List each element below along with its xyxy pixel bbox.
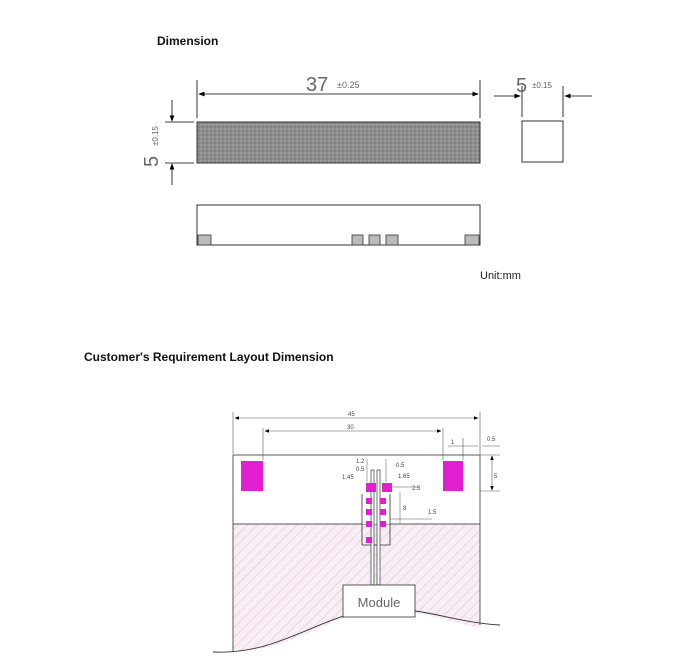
solder-pad: [352, 235, 363, 245]
dim-05a: 0.5: [356, 467, 365, 473]
dim-5: 5: [494, 474, 498, 480]
solder-pad: [386, 235, 398, 245]
layout-pad: [382, 483, 392, 492]
layout-title: Customer's Requirement Layout Dimension: [84, 350, 334, 364]
dim-165: 1.65: [398, 474, 410, 480]
layout-pad: [366, 509, 372, 515]
dim-1: 1: [451, 440, 455, 446]
dim-1-2: 1.2: [356, 459, 365, 465]
dim-15: 1.5: [428, 510, 437, 516]
dimension-title: Dimension: [157, 34, 219, 48]
width-value: 5: [516, 75, 528, 97]
height-dimension: [141, 100, 194, 185]
dim-8: 8: [403, 506, 407, 512]
pcb-layout: [213, 455, 500, 652]
length-value: 37: [306, 74, 329, 96]
antenna-top-view: [197, 122, 480, 163]
dim-30: 30: [347, 425, 354, 431]
dim-145: 1.45: [342, 475, 354, 481]
layout-pad-left: [241, 461, 263, 491]
dim-05-top: 0.5: [487, 437, 496, 443]
length-tolerance: ±0.25: [337, 80, 360, 90]
layout-pad: [366, 537, 372, 543]
layout-pad: [366, 498, 372, 504]
dim-25: 2.5: [412, 486, 421, 492]
layout-pad: [380, 509, 386, 515]
length-dimension: [197, 74, 480, 118]
solder-pad: [369, 235, 380, 245]
solder-pad: [198, 235, 211, 245]
width-tolerance: ±0.15: [532, 81, 552, 90]
unit-label: Unit:mm: [480, 270, 521, 282]
solder-pad: [465, 235, 479, 245]
antenna-bottom-view: [197, 205, 480, 245]
layout-pad: [380, 521, 386, 527]
module-label: Module: [357, 595, 401, 610]
dim-45: 45: [348, 412, 355, 418]
layout-pad: [366, 483, 376, 492]
layout-pad: [366, 521, 372, 527]
layout-pad-right: [443, 461, 463, 491]
height-value: 5: [141, 155, 163, 167]
antenna-end-view: [494, 75, 592, 162]
layout-pad: [380, 498, 386, 504]
height-tolerance: ±0.15: [151, 126, 160, 146]
dim-05b: 0.5: [396, 463, 405, 469]
